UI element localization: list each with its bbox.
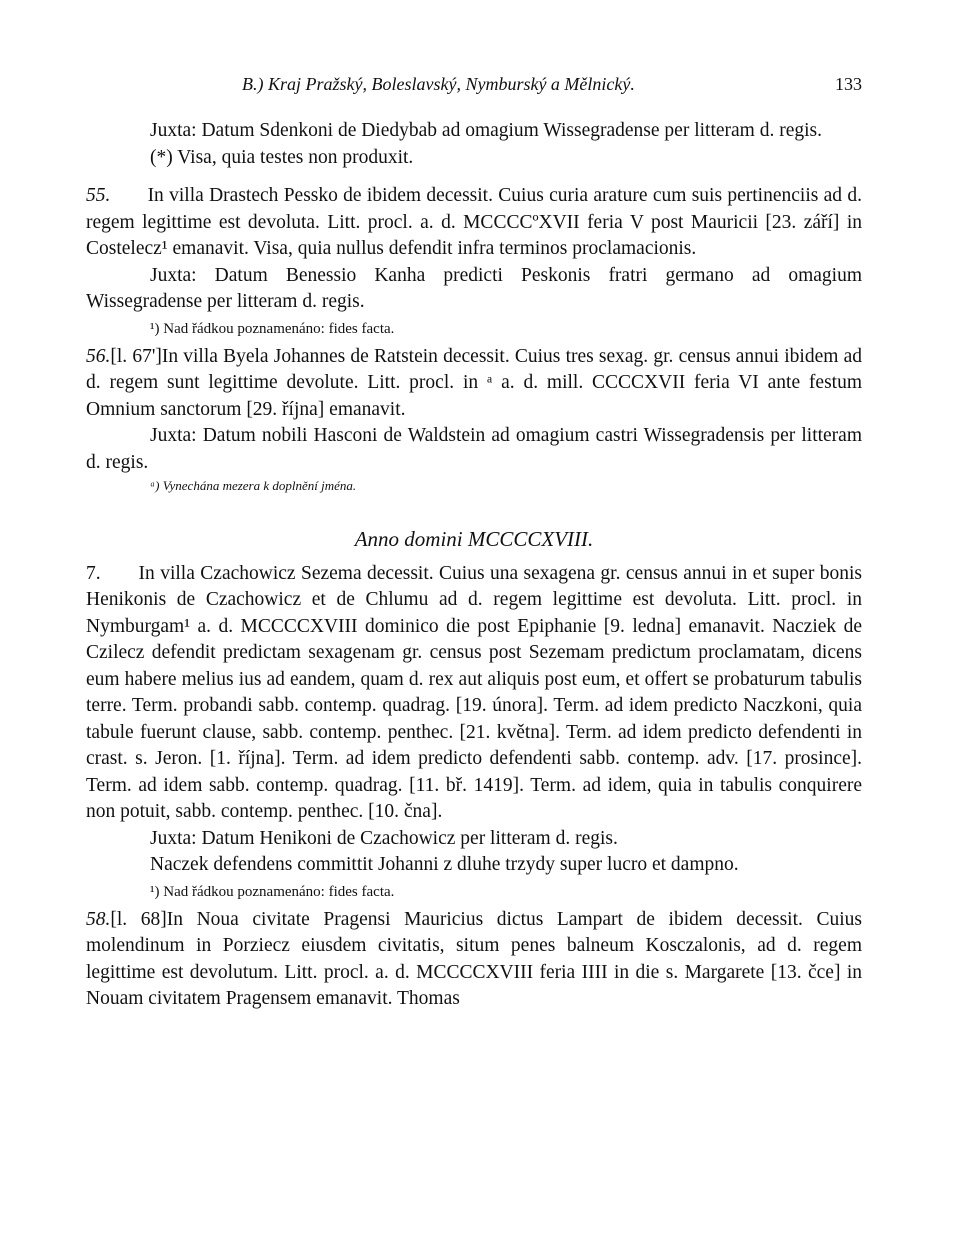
defense-paragraph: Naczek defendens committit Johanni z dluhe trzydy super lucro et dampno.: [150, 854, 739, 875]
page-number: 133: [835, 74, 862, 94]
entry-55: [86, 183, 862, 263]
entry-number: 7.: [86, 562, 101, 584]
juxta-paragraph: Juxta: Datum Henikoni de Czachowicz per litteram d. regis.: [150, 827, 618, 849]
juxta-paragraph: Juxta: Datum Benessio Kanha predicti Peskonis fratri germano ad omagium Wissegradense per litteram d. regis.: [86, 264, 862, 312]
juxta-paragraph: Juxta: Datum nobili Hasconi de Waldstein ad omagium castri Wissegradensis per litteram d. regis.: [86, 425, 862, 473]
entry-text: [l. 68]In Noua civitate Pragensi Mauricius dictus Lampart de ibidem decessit. Cuius molendinum in Porziecz eiusdem civitatis, situm penes balneum Kosczalonis, ad d. regem legittime est devolutum. Litt. procl. a. d. MCCCCXVIII feria IIII in die s. Margarete [13. čce] in Nouam civitatem Pragensem emanavit. Thomas: [86, 908, 862, 1009]
page-header: [86, 74, 862, 102]
juxta-paragraph: Juxta: Datum Sdenkoni de Diedybab ad omagium Wissegradense per litteram d. regis.: [150, 120, 822, 141]
year-heading: Anno domini MCCCCXVIII.: [354, 527, 594, 551]
footnote: ᵃ) Vynechána mezera k doplnění jména.: [150, 478, 357, 493]
visa-paragraph: (*) Visa, quia testes non produxit.: [150, 146, 414, 168]
entry-57: [86, 561, 862, 826]
entry-56: [86, 344, 862, 424]
footnote: ¹) Nad řádkou poznamenáno: fides facta.: [150, 320, 395, 337]
entry-number: 56.: [86, 345, 111, 367]
running-title: B.) Kraj Pražský, Boleslavský, Nymburský a Mělnický.: [242, 74, 635, 94]
entry-text: In villa Czachowicz Sezema decessit. Cuius una sexagena gr. census annui in et super bonis Henikonis de Czachowicz et de Chlumu ad d. regem legittime est devoluta. Litt. procl. in Nymburgam¹ a. d. MCCCCXVIII dominico die post Epiphanie [9. ledna] emanavit. Nacziek de Czilecz defendit predictam sexagenam gr. census post Sezemam predictum proclamatam, dicens eum habere melius ius ad eandem, quam d. rex aut aliquis post eum, et offert se probaturum tabulis terre. Term. probandi sabb. contemp. quadrag. [19. února]. Term. ad idem predicto Naczkoni, quia tabule fuerunt clause, sabb. contemp. penthec. [21. května]. Term. ad idem predicto defendenti in crast. s. Jeron. [1. října]. Term. ad idem predicto defendenti sabb. contemp. adv. [17. prosince]. Term. ad idem sabb. contemp. quadrag. [11. bř. 1419]. Term. ad idem, quia in tabulis conquirere non potuit, sabb. contemp. penthec. [10. čna].: [86, 562, 863, 822]
entry-number: 58.: [86, 908, 111, 930]
entry-text: In villa Drastech Pessko de ibidem decessit. Cuius curia arature cum suis pertinenciis ad d. regem legittime est devoluta. Litt. procl. a. d. MCCCCºXVII feria V post Mauricii [23. září] in Costelecz¹ emanavit. Visa, quia nullus defendit infra terminos proclamacionis.: [86, 185, 862, 259]
entry-number: 55.: [86, 185, 111, 206]
footnote: ¹) Nad řádkou poznamenáno: fides facta.: [150, 883, 395, 900]
body-text: [86, 118, 862, 1013]
entry-58: [86, 907, 862, 1013]
entry-text: [l. 67']In villa Byela Johannes de Ratstein decessit. Cuius tres sexag. gr. census annui ibidem ad d. regem sunt legittime devolute. Litt. procl. in ᵃ a. d. mill. CCCCXVII feria VI ante festum Omnium sanctorum [29. října] emanavit.: [86, 345, 862, 420]
